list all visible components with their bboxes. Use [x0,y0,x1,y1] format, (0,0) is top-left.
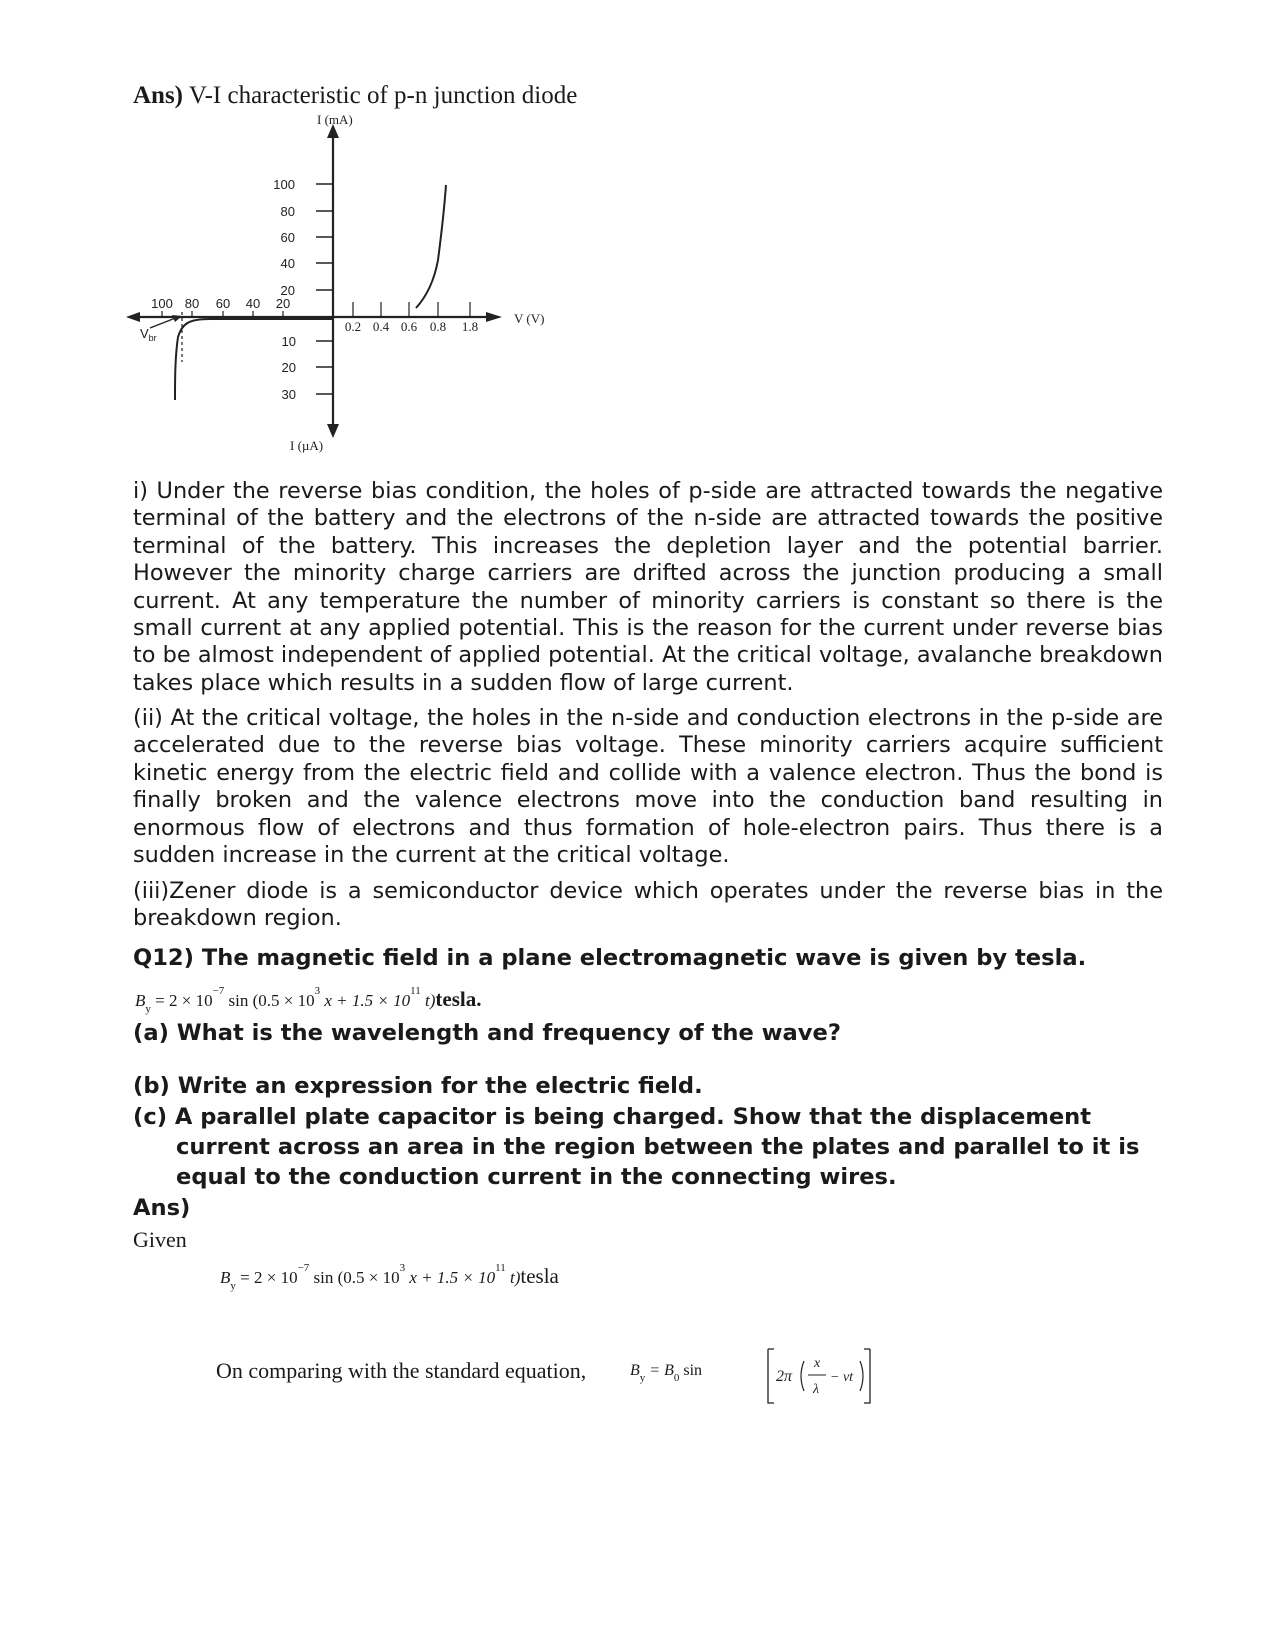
paragraph-critical-voltage: (ii) At the critical voltage, the holes in the n-side and conduction electrons in the p-side are accelerated due to the reverse bias voltage. These minority carriers acquire sufficient kinetic energy from the electric field and collide with a valence electron. Thus the bond is finally broken and the valence electrons move into the conduction band resulting in enormous flow of electrons and thus formation of hole-electron pairs. Thus there is a sudden increase in the current at the critical voltage. [133,705,1163,869]
eq-part: t) [424,991,436,1010]
eq-part: = 2 × 10 [155,991,213,1010]
exponent: 3 [314,985,321,997]
tick-label: 20 [275,296,291,311]
tick-label: 0.8 [429,319,447,334]
question-part-c-line3: equal to the conduction current in the connecting wires. [176,1164,897,1190]
eq-part: t) [509,1268,521,1287]
current-axis-down-arrow [327,424,339,438]
paragraph-reverse-bias: i) Under the reverse bias condition, the holes of p-side are attracted towards the negative terminal of the battery and the electrons of the n-side are attracted towards the positive terminal of the battery. This increases the depletion layer and the potential barrier. However the minority charge carriers are drifted across the junction producing a small current. At any temperature the number of minority carriers is constant so there is the small current at any applied potential. This is the reason for the current under reverse bias to be almost independent of applied potential. At the critical voltage, avalanche breakdown takes place which results in a sudden flow of large current. [133,478,1163,696]
right-paren [860,1361,863,1391]
eq-part: sin (0.5 × 10 [313,1268,400,1287]
exponent: 11 [410,985,421,997]
reverse-voltage-tick-labels [151,296,290,311]
question-q12: Q12) The magnetic field in a plane electromagnetic wave is given by tesla. [133,945,1087,971]
y-axis-top-label: I (mA) [317,112,353,127]
standard-equation-lhs [630,1362,702,1384]
tick-label: 20 [281,360,296,375]
subscript-y: y [230,1280,236,1292]
tick-label: 60 [215,296,231,311]
subscript-y: y [145,1003,151,1015]
left-bracket [768,1349,774,1403]
vi-characteristic-diagram [120,112,560,462]
forward-current-ticks [316,184,333,290]
reverse-current-ticks [316,341,333,394]
sin-label: sin [683,1362,703,1379]
minus-vt: − vt [830,1370,854,1385]
tick-label: 0.6 [400,319,418,334]
tick-label: 60 [280,230,295,245]
symbol-b: B [135,991,146,1010]
tick-label: 0.2 [344,319,362,334]
eq-part: = 2 × 10 [240,1268,298,1287]
forward-bias-curve [416,185,446,308]
answer-heading [133,82,577,110]
tick-label: 100 [151,296,173,311]
question-part-c-line2: current across an area in the region between the plates and parallel to it is [176,1134,1140,1160]
given-equation-inline [135,985,481,1015]
comparing-text: On comparing with the standard equation, [216,1358,587,1383]
exponent: −7 [212,985,225,997]
eq-part: sin (0.5 × 10 [228,991,315,1010]
tick-label: 80 [280,204,295,219]
reverse-bias-curve [175,319,333,400]
tick-label: 10 [281,334,296,349]
vbr-arrowhead [172,315,182,322]
exponent: 11 [495,1262,506,1274]
symbol-b: B [220,1268,231,1287]
y-axis-bottom-label: I (µA) [290,438,324,453]
exponent: −7 [297,1262,310,1274]
fraction-numerator: x [814,1356,821,1371]
forward-voltage-ticks [353,302,470,317]
question-part-c-line1: (c) A parallel plate capacitor is being charged. Show that the displacement [133,1104,1092,1130]
tick-label: 40 [280,256,295,271]
eq-part: x + 1.5 × 10 [324,991,411,1010]
answer-prefix: Ans) [133,82,184,109]
fraction-denominator: λ [813,1382,820,1397]
tick-label: 0.4 [372,319,390,334]
unit-tesla: tesla. [435,987,482,1011]
right-bracket [864,1349,870,1403]
tick-label: 30 [281,387,296,402]
tick-label: 20 [280,283,295,298]
eq-part: = B [649,1362,674,1379]
given-equation [220,1262,559,1292]
given-label: Given [133,1227,187,1252]
left-paren [801,1361,804,1391]
subscript-zero: 0 [673,1372,680,1384]
subscript-y: y [639,1372,646,1384]
symbol-b: B [630,1362,640,1379]
answer-title: V-I characteristic of p-n junction diode [188,82,578,109]
voltage-axis-left-arrow [126,312,140,322]
forward-current-tick-labels [273,177,295,298]
voltage-axis-right-arrow [486,312,502,322]
question-part-b: (b) Write an expression for the electric field. [133,1073,703,1099]
eq-part: x + 1.5 × 10 [409,1268,496,1287]
x-axis-right-label: V (V) [514,311,545,326]
vbr-label: $V_{br}$ [140,326,157,343]
reverse-current-tick-labels [282,334,296,402]
paragraph-zener-diode: (iii)Zener diode is a semiconductor device which operates under the reverse bias in the breakdown region. [133,878,1163,932]
two-pi: 2π [776,1368,793,1385]
tick-label: 1.8 [461,319,479,334]
answer-label: Ans) [133,1195,191,1221]
tick-label: 80 [184,296,200,311]
question-part-a: (a) What is the wavelength and frequency of the wave? [133,1020,841,1046]
exponent: 3 [399,1262,406,1274]
tick-label: 40 [245,296,261,311]
standard-equation-bracket [762,1345,882,1407]
unit-tesla: tesla [520,1264,559,1288]
forward-voltage-tick-labels [345,319,478,334]
tick-label: 100 [273,177,295,192]
